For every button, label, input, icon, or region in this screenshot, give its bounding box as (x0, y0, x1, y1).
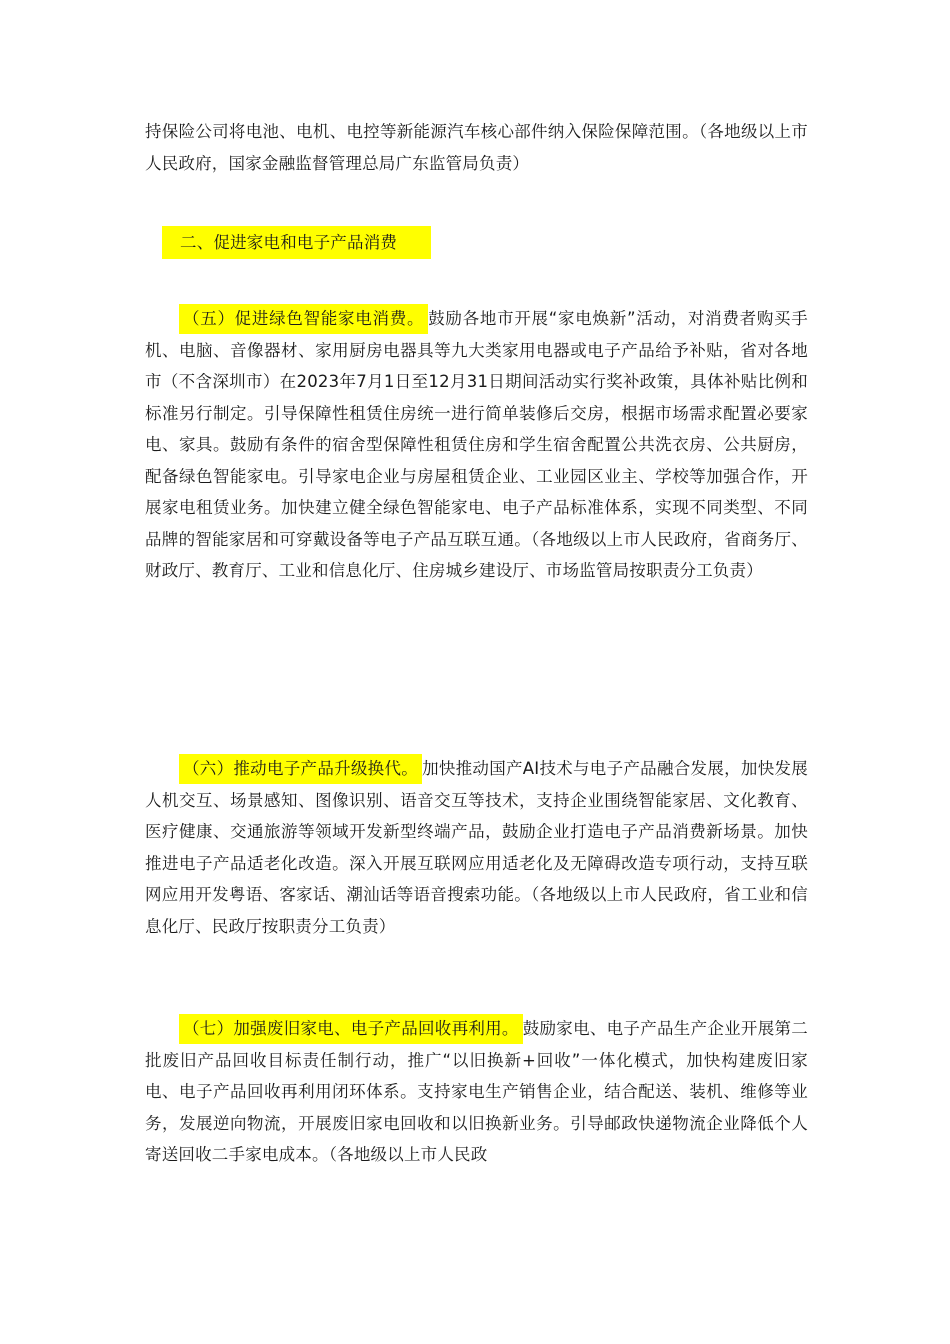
item-7-title: （七）加强废旧家电、电子产品回收再利用。 (179, 1014, 523, 1044)
section-heading-text: 二、促进家电和电子产品消费 (180, 233, 398, 252)
paragraph-item-7 (145, 1013, 808, 1171)
paragraph-item-5 (145, 303, 808, 587)
item-5-body: 鼓励各地市开展“家电焕新”活动，对消费者购买手机、电脑、音像器材、家用厨房电器具等九大类家用电器或电子产品给予补贴，省对各地市（不含深圳市）在2023年7月1日至12月31日期间活动实行奖补政策，具体补贴比例和标准另行制定。引导保障性租赁住房统一进行简单装修后交房，根据市场需求配置必要家电、家具。鼓励有条件的宿舍型保障性租赁住房和学生宿舍配置公共洗衣房、公共厨房，配备绿色智能家电。引导家电企业与房屋租赁企业、工业园区业主、学校等加强合作，开展家电租赁业务。加快建立健全绿色智能家电、电子产品标准体系，实现不同类型、不同品牌的智能家居和可穿戴设备等电子产品互联互通。（各地级以上市人民政府，省商务厅、财政厅、教育厅、工业和信息化厅、住房城乡建设厅、市场监管局按职责分工负责） (145, 309, 808, 580)
paragraph-continuation-text: 持保险公司将电池、电机、电控等新能源汽车核心部件纳入保险保障范围。（各地级以上市人民政府，国家金融监督管理总局广东监管局负责） (145, 122, 808, 173)
item-7-body: 鼓励家电、电子产品生产企业开展第二批废旧产品回收目标责任制行动，推广“以旧换新+回收”一体化模式，加快构建废旧家电、电子产品回收再利用闭环体系。支持家电生产销售企业，结合配送、装机、维修等业务，发展逆向物流，开展废旧家电回收和以旧换新业务。引导邮政快递物流企业降低个人寄送回收二手家电成本。（各地级以上市人民政 (145, 1019, 808, 1164)
item-6-title: （六）推动电子产品升级换代。 (179, 754, 422, 784)
paragraph-continuation (145, 116, 808, 179)
section-heading (162, 226, 431, 259)
paragraph-item-6 (145, 753, 808, 942)
item-6-body: 加快推动国产AI技术与电子产品融合发展，加快发展人机交互、场景感知、图像识别、语音交互等技术，支持企业围绕智能家居、文化教育、医疗健康、交通旅游等领域开发新型终端产品，鼓励企业打造电子产品消费新场景。加快推进电子产品适老化改造。深入开展互联网应用适老化及无障碍改造专项行动，支持互联网应用开发粤语、客家话、潮汕话等语音搜索功能。（各地级以上市人民政府，省工业和信息化厅、民政厅按职责分工负责） (145, 759, 808, 936)
item-5-title: （五）促进绿色智能家电消费。 (179, 304, 428, 334)
